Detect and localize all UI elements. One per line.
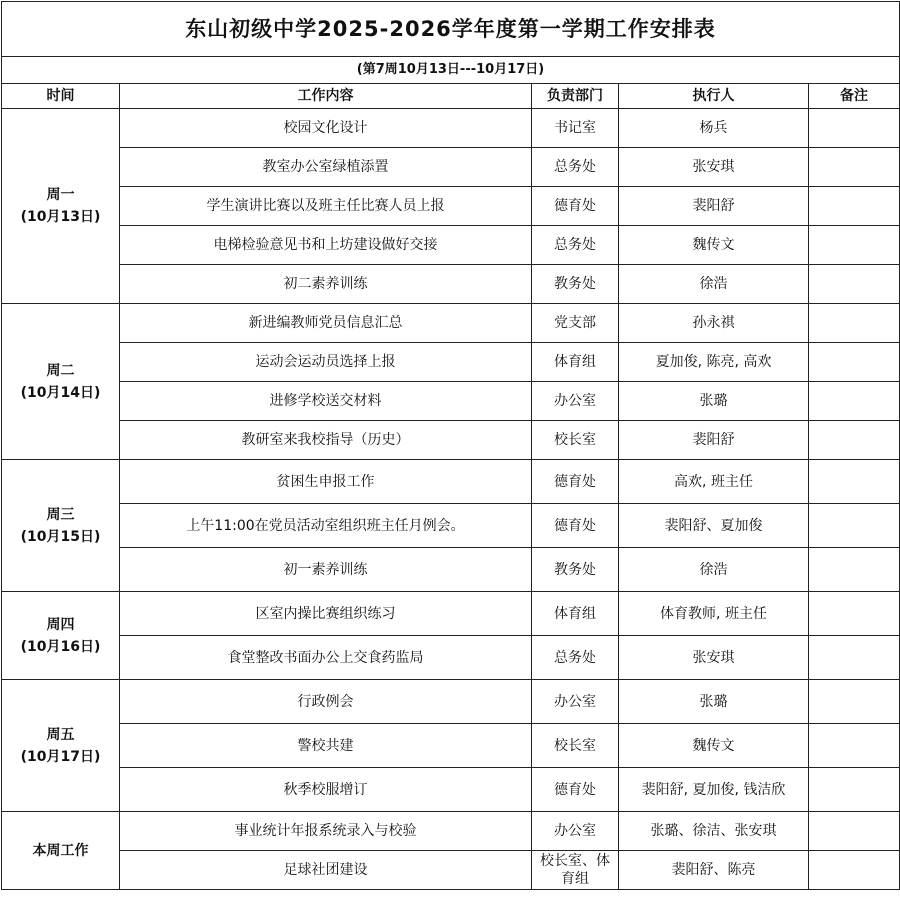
day-cell xyxy=(2,304,120,460)
cell-person: 夏加俊, 陈亮, 高欢 xyxy=(619,343,809,382)
cell-content: 食堂整改书面办公上交食药监局 xyxy=(120,636,532,680)
cell-note xyxy=(809,768,900,812)
cell-content: 足球社团建设 xyxy=(120,851,532,890)
header-time: 时间 xyxy=(2,84,120,109)
cell-note xyxy=(809,504,900,548)
cell-note xyxy=(809,851,900,890)
day-date: (10月14日) xyxy=(20,384,101,401)
page-title: 东山初级中学2025-2026学年度第一学期工作安排表 xyxy=(2,2,900,57)
schedule-table xyxy=(1,1,900,890)
cell-dept: 书记室 xyxy=(532,109,619,148)
cell-person: 张安琪 xyxy=(619,636,809,680)
header-content: 工作内容 xyxy=(120,84,532,109)
day-cell xyxy=(2,812,120,890)
cell-person: 裴阳舒、陈亮 xyxy=(619,851,809,890)
cell-person: 裴阳舒 xyxy=(619,187,809,226)
cell-content: 区室内操比赛组织练习 xyxy=(120,592,532,636)
day-cell xyxy=(2,592,120,680)
header-note: 备注 xyxy=(809,84,900,109)
cell-dept: 办公室 xyxy=(532,382,619,421)
cell-dept: 办公室 xyxy=(532,812,619,851)
cell-person: 裴阳舒 xyxy=(619,421,809,460)
day-name: 周三 xyxy=(46,506,75,523)
table-row xyxy=(2,812,900,851)
cell-note xyxy=(809,148,900,187)
schedule-sheet xyxy=(1,1,899,899)
cell-dept: 校长室 xyxy=(532,421,619,460)
cell-content: 新进编教师党员信息汇总 xyxy=(120,304,532,343)
day-cell xyxy=(2,460,120,592)
cell-note xyxy=(809,460,900,504)
day-date: (10月17日) xyxy=(20,748,101,765)
cell-dept: 党支部 xyxy=(532,304,619,343)
cell-content: 电梯检验意见书和上坊建设做好交接 xyxy=(120,226,532,265)
table-row xyxy=(2,768,900,812)
day-date: (10月15日) xyxy=(20,528,101,545)
cell-person: 裴阳舒, 夏加俊, 钱洁欣 xyxy=(619,768,809,812)
cell-dept: 总务处 xyxy=(532,226,619,265)
cell-note xyxy=(809,265,900,304)
header-person: 执行人 xyxy=(619,84,809,109)
table-row xyxy=(2,187,900,226)
cell-dept: 教务处 xyxy=(532,265,619,304)
cell-person: 魏传文 xyxy=(619,226,809,265)
cell-dept: 校长室 xyxy=(532,724,619,768)
day-date: (10月16日) xyxy=(20,638,101,655)
cell-content: 学生演讲比赛以及班主任比赛人员上报 xyxy=(120,187,532,226)
header-row xyxy=(2,84,900,109)
cell-content: 运动会运动员选择上报 xyxy=(120,343,532,382)
day-name: 周四 xyxy=(46,616,75,633)
table-row xyxy=(2,592,900,636)
cell-note xyxy=(809,592,900,636)
day-name: 周一 xyxy=(46,187,75,203)
cell-dept: 德育处 xyxy=(532,187,619,226)
table-row xyxy=(2,680,900,724)
cell-note xyxy=(809,636,900,680)
week-subtitle: (第7周10月13日---10月17日) xyxy=(2,57,900,84)
table-row xyxy=(2,148,900,187)
cell-note xyxy=(809,343,900,382)
table-row xyxy=(2,382,900,421)
day-name: 周二 xyxy=(46,362,75,379)
cell-person: 徐浩 xyxy=(619,548,809,592)
table-row xyxy=(2,109,900,148)
cell-dept: 体育组 xyxy=(532,592,619,636)
cell-note xyxy=(809,304,900,343)
cell-content: 秋季校服增订 xyxy=(120,768,532,812)
cell-dept: 体育组 xyxy=(532,343,619,382)
cell-note xyxy=(809,421,900,460)
cell-person: 张安琪 xyxy=(619,148,809,187)
table-row xyxy=(2,304,900,343)
cell-content: 行政例会 xyxy=(120,680,532,724)
table-row xyxy=(2,460,900,504)
cell-person: 裴阳舒、夏加俊 xyxy=(619,504,809,548)
header-dept: 负责部门 xyxy=(532,84,619,109)
cell-person: 张璐 xyxy=(619,680,809,724)
cell-dept: 德育处 xyxy=(532,460,619,504)
cell-dept: 校长室、体育组 xyxy=(532,851,619,890)
table-row xyxy=(2,226,900,265)
cell-content: 教研室来我校指导（历史） xyxy=(120,421,532,460)
cell-content: 校园文化设计 xyxy=(120,109,532,148)
day-cell xyxy=(2,109,120,304)
cell-content: 警校共建 xyxy=(120,724,532,768)
cell-person: 杨兵 xyxy=(619,109,809,148)
cell-dept: 总务处 xyxy=(532,148,619,187)
cell-note xyxy=(809,109,900,148)
cell-note xyxy=(809,382,900,421)
cell-dept: 教务处 xyxy=(532,548,619,592)
cell-note xyxy=(809,548,900,592)
cell-dept: 办公室 xyxy=(532,680,619,724)
table-row xyxy=(2,851,900,890)
cell-person: 高欢, 班主任 xyxy=(619,460,809,504)
day-name: 本周工作 xyxy=(32,842,89,859)
day-date: (10月13日) xyxy=(20,209,101,225)
cell-note xyxy=(809,187,900,226)
cell-content: 事业统计年报系统录入与校验 xyxy=(120,812,532,851)
cell-content: 初一素养训练 xyxy=(120,548,532,592)
table-row xyxy=(2,265,900,304)
cell-person: 徐浩 xyxy=(619,265,809,304)
cell-note xyxy=(809,812,900,851)
cell-dept: 德育处 xyxy=(532,504,619,548)
table-row xyxy=(2,504,900,548)
day-cell xyxy=(2,680,120,812)
cell-content: 教室办公室绿植添置 xyxy=(120,148,532,187)
cell-content: 贫困生申报工作 xyxy=(120,460,532,504)
cell-dept: 德育处 xyxy=(532,768,619,812)
cell-person: 魏传文 xyxy=(619,724,809,768)
table-row xyxy=(2,724,900,768)
cell-content: 上午11:00在党员活动室组织班主任月例会。 xyxy=(120,504,532,548)
cell-content: 初二素养训练 xyxy=(120,265,532,304)
cell-note xyxy=(809,680,900,724)
day-name: 周五 xyxy=(46,726,75,743)
table-row xyxy=(2,343,900,382)
cell-note xyxy=(809,226,900,265)
cell-dept: 总务处 xyxy=(532,636,619,680)
table-row xyxy=(2,636,900,680)
cell-person: 张璐、徐洁、张安琪 xyxy=(619,812,809,851)
cell-person: 张璐 xyxy=(619,382,809,421)
cell-person: 孙永祺 xyxy=(619,304,809,343)
cell-content: 进修学校送交材料 xyxy=(120,382,532,421)
table-row xyxy=(2,548,900,592)
table-row xyxy=(2,421,900,460)
cell-note xyxy=(809,724,900,768)
cell-person: 体育教师, 班主任 xyxy=(619,592,809,636)
